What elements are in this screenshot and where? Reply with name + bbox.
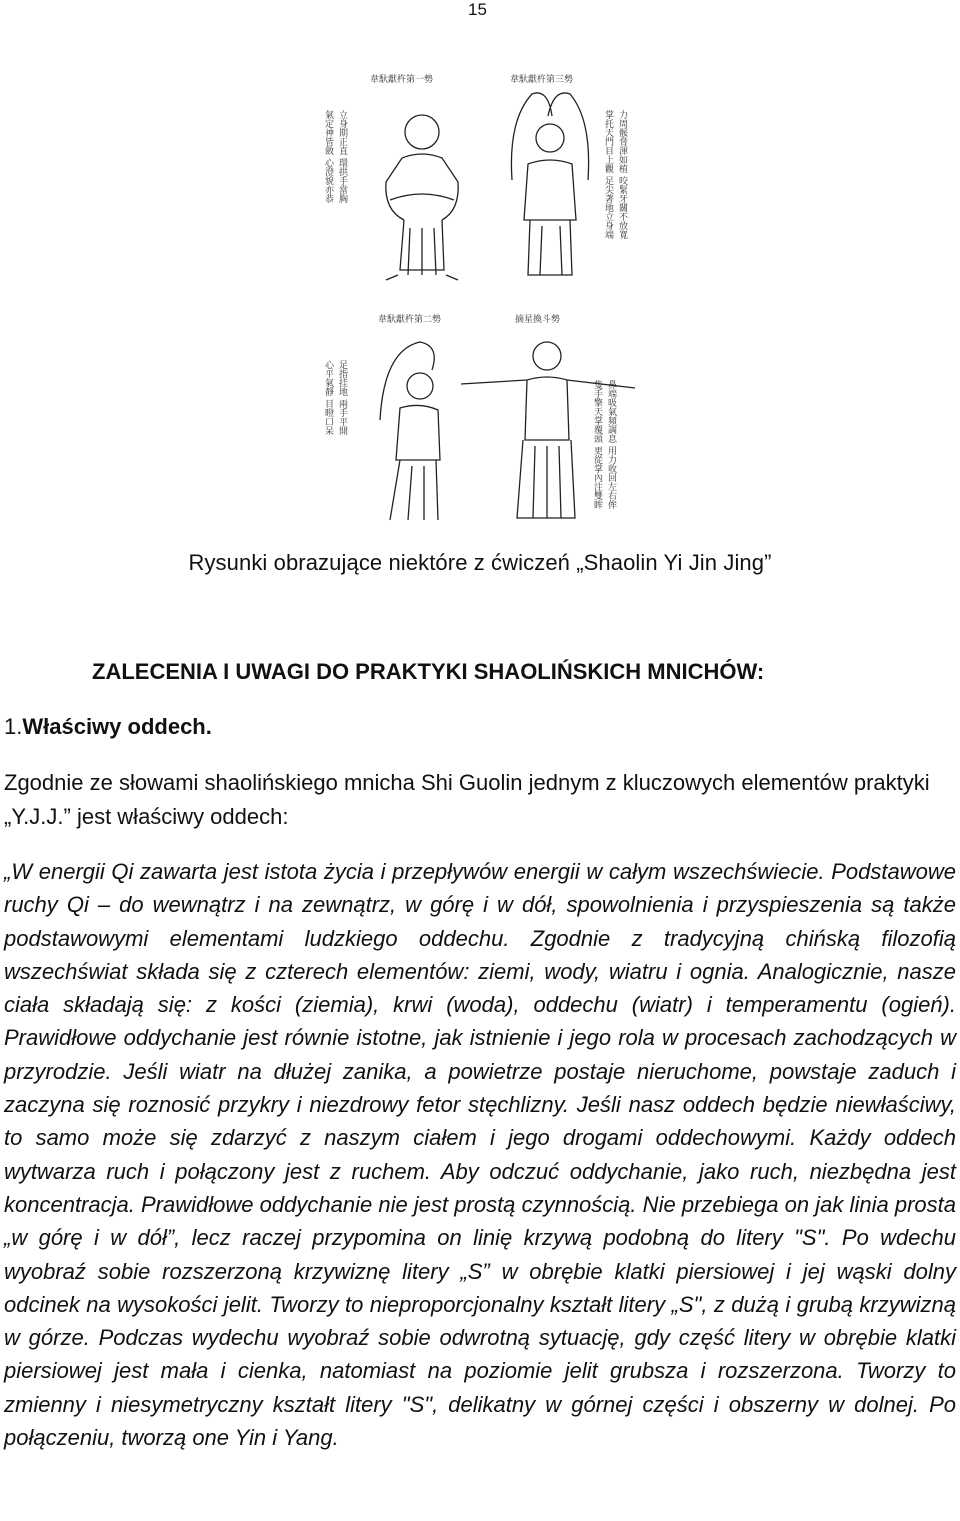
subsection-label: Właściwy oddech. (22, 714, 212, 739)
figure-poem: 隻手擎天掌覆頭 更從掌內注雙眸 (592, 380, 602, 509)
figure-title: 摘星換斗勢 (515, 315, 561, 325)
subsection-number: 1. (4, 714, 23, 739)
subsection-heading (4, 714, 212, 740)
body-paragraph (4, 855, 956, 1454)
figure-title: 韋馱獻杵第一勢 (370, 75, 434, 85)
figure-caption: Rysunki obrazujące niektóre z ćwiczeń „Shaolin Yi Jin Jing” (188, 550, 772, 575)
figure-poem: 掌托天門目上觀 足尖著地立身端 (603, 110, 613, 239)
figure-poem: 力周骽脅渾如植 咬緊牙關不放寬 (617, 110, 627, 239)
intro-paragraph: Zgodnie ze słowami shaolińskiego mnicha Shi Guolin jednym z kluczowych elementów praktyki „Y.J.J.” jest właściwy oddech: (4, 770, 930, 829)
monk-drawing (386, 115, 458, 280)
monk-drawing (380, 342, 440, 520)
monk-drawing (511, 93, 588, 275)
exercise-figure-4 (455, 310, 645, 530)
quote-text: „W energii Qi zawarta jest istota życia i przepływów energii w całym wszechświecie. Podstawowe ruchy Qi – do wewnątrz i na zewnątrz, w górę i w dół, spowolnienia i przyspieszenia są także podstawowymi elementami ludzkiego oddechu. Zgodnie z tradycyjną chińską filozofią wszechświat składa się z czterech elementów: ziemi, wody, wiatru i ognia. Analogicznie, nasze ciała składają się: z kości (ziemia), krwi (woda), oddechu (wiatr) i temperamentu (ogień). Prawidłowe oddychanie jest równie istotne, jak istnienie i jego rola w procesach zachodzących w przyrodzie. Jeśli wiatr na dłużej zanika, a powietrze postaje nieruchome, powstaje zaduch i zaczyna się roznosić przykry i niezdrowy fetor stęchlizny. Jeśli nasz oddech będzie niewłaściwy, to samo może się zdarzyć z naszym ciałem i jego drogami oddechowymi. Każdy oddech wytwarza ruch i połączony jest z ruchem. Aby odczuć oddychanie, jako ruch, niezbędna jest koncentracja. Prawidłowe oddychanie nie jest prostą czynnością. Nie przebiega on jak linia prosta „w górę i w dół”, lecz raczej przypomina on linię krzywą podobną do litery "S". Po wdechu wyobraź sobie rozszerzoną krzywiznę litery „S” w obrębie klatki piersiowej i jej wąski dolny odcinek na wysokości jelit. Tworzy to nieproporcjonalny kształt litery „S", z dużą i grubą krzywizną w górze. Podczas wydechu wyobraź sobie odwrotną sytuację, gdy część litery w obrębie klatki piersiowej jest mała i cienka, natomiast na poziomie jelit grubsza i rozszerzona. Tworzy to zmienny i niesymetryczny kształt litery "S", delikatny w górnej części i obszerny w dolnej. Po połączeniu, tworzą one Yin i Yang. (4, 859, 956, 1451)
exercise-figure-1 (320, 70, 490, 290)
exercise-figure-2 (490, 70, 640, 290)
figure-poem: 足指挂地 兩手平開 (337, 360, 347, 435)
figure-poem: 心平氣靜 目瞪口呆 (323, 360, 333, 435)
figure-poem: 氣定神皆斂 心澄貌亦恭 (323, 110, 333, 203)
figure-title: 韋馱獻杵第三勢 (510, 75, 574, 85)
section-heading: ZALECENIA I UWAGI DO PRAKTYKI SHAOLIŃSKICH MNICHÓW: (92, 659, 765, 684)
figure-poem: 立身期正直 環拱手當胸 (337, 110, 347, 203)
figure-title: 韋馱獻杵第二勢 (378, 315, 442, 325)
page-number: 15 (468, 0, 487, 19)
figure-poem: 鼻端吸氣頻調息 用力收回左右侔 (606, 380, 616, 509)
